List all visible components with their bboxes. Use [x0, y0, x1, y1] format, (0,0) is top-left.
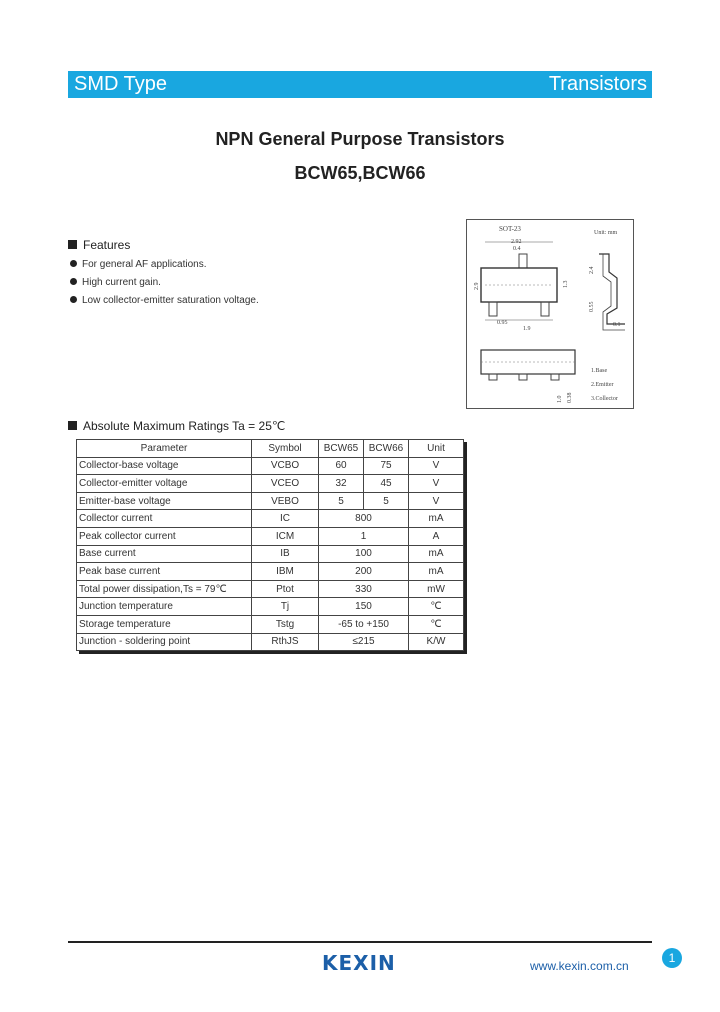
feature-text: High current gain. — [82, 277, 161, 288]
param-cell: Junction temperature — [77, 598, 252, 616]
param-cell: Total power dissipation,Ts = 79℃ — [77, 580, 252, 598]
value-cell: ≤215 — [319, 633, 409, 651]
table-row — [77, 563, 464, 581]
pin-2-label: 2.Emitter — [591, 382, 614, 388]
value-cell: 45 — [364, 475, 409, 493]
symbol-cell: IBM — [252, 563, 319, 581]
symbol-cell: ICM — [252, 527, 319, 545]
pin-1-label: 1.Base — [591, 368, 608, 374]
value-cell: 32 — [319, 475, 364, 493]
symbol-cell: IB — [252, 545, 319, 563]
unit-cell: mA — [409, 510, 464, 528]
symbol-cell: Tj — [252, 598, 319, 616]
sot23-drawing — [467, 220, 633, 408]
unit-cell: mA — [409, 545, 464, 563]
header-right-label: Transistors — [548, 73, 647, 95]
column-header: BCW65 — [319, 440, 364, 458]
table-row — [77, 580, 464, 598]
table-row — [77, 475, 464, 493]
symbol-cell: Tstg — [252, 615, 319, 633]
document-subtitle: BCW65,BCW66 — [294, 163, 426, 183]
param-cell: Base current — [77, 545, 252, 563]
feature-text: Low collector-emitter saturation voltage. — [82, 295, 259, 306]
features-heading — [68, 238, 130, 252]
column-header: Symbol — [252, 440, 319, 458]
param-cell: Collector current — [77, 510, 252, 528]
value-cell: 800 — [319, 510, 409, 528]
param-cell: Peak collector current — [77, 527, 252, 545]
dim-label: 0.38 — [567, 392, 573, 403]
table-row — [77, 510, 464, 528]
column-header: Parameter — [77, 440, 252, 458]
table-header-row — [77, 440, 464, 458]
package-unit: Unit: mm — [594, 230, 618, 236]
dim-label: 1.0 — [557, 395, 563, 403]
page-number-badge: 1 — [662, 948, 682, 968]
footer-divider — [68, 941, 652, 943]
dot-bullet-icon — [70, 296, 77, 303]
table-row — [77, 527, 464, 545]
column-header: BCW66 — [364, 440, 409, 458]
param-cell: Collector-base voltage — [77, 457, 252, 475]
square-bullet-icon — [68, 240, 77, 249]
table-row — [77, 633, 464, 651]
symbol-cell: RthJS — [252, 633, 319, 651]
document-title: NPN General Purpose Transistors — [215, 129, 505, 149]
value-cell: 75 — [364, 457, 409, 475]
ratings-heading — [68, 419, 285, 433]
unit-cell: mA — [409, 563, 464, 581]
value-cell: -65 to +150 — [319, 615, 409, 633]
absolute-maximum-ratings-table — [76, 439, 464, 651]
value-cell: 100 — [319, 545, 409, 563]
value-cell: 150 — [319, 598, 409, 616]
dim-label: 0.1 — [613, 322, 621, 328]
dim-label: 0.95 — [497, 320, 508, 326]
symbol-cell: Ptot — [252, 580, 319, 598]
unit-cell: ℃ — [409, 598, 464, 616]
dim-label: 2.92 — [511, 239, 522, 245]
header-banner — [68, 71, 652, 98]
footer-url[interactable]: www.kexin.com.cn — [530, 959, 629, 973]
column-header: Unit — [409, 440, 464, 458]
unit-cell: V — [409, 457, 464, 475]
feature-item — [70, 259, 207, 270]
dim-label: 2.9 — [474, 282, 480, 290]
dim-label: 0.4 — [513, 246, 521, 252]
dim-label: 1.3 — [563, 280, 569, 288]
value-cell: 5 — [364, 492, 409, 510]
dim-label: 2.4 — [589, 266, 595, 274]
unit-cell: V — [409, 475, 464, 493]
unit-cell: ℃ — [409, 615, 464, 633]
param-cell: Collector-emitter voltage — [77, 475, 252, 493]
dot-bullet-icon — [70, 260, 77, 267]
symbol-cell: IC — [252, 510, 319, 528]
dim-label: 1.9 — [523, 326, 531, 332]
feature-text: For general AF applications. — [82, 259, 207, 270]
features-heading-text: Features — [83, 238, 131, 252]
unit-cell: A — [409, 527, 464, 545]
table-row — [77, 598, 464, 616]
feature-item — [70, 295, 259, 306]
symbol-cell: VEBO — [252, 492, 319, 510]
value-cell: 330 — [319, 580, 409, 598]
dot-bullet-icon — [70, 278, 77, 285]
symbol-cell: VCEO — [252, 475, 319, 493]
package-outline-drawing — [466, 219, 634, 409]
symbol-cell: VCBO — [252, 457, 319, 475]
table-row — [77, 457, 464, 475]
param-cell: Peak base current — [77, 563, 252, 581]
table-row — [77, 615, 464, 633]
param-cell: Storage temperature — [77, 615, 252, 633]
square-bullet-icon — [68, 421, 77, 430]
unit-cell: mW — [409, 580, 464, 598]
kexin-logo: KEXIN — [322, 951, 396, 975]
value-cell: 200 — [319, 563, 409, 581]
table-row — [77, 492, 464, 510]
ratings-heading-text: Absolute Maximum Ratings Ta = 25℃ — [83, 419, 286, 433]
param-cell: Junction - soldering point — [77, 633, 252, 651]
value-cell: 1 — [319, 527, 409, 545]
table-row — [77, 545, 464, 563]
pin-3-label: 3.Collector — [591, 396, 618, 402]
dim-label: 0.55 — [589, 301, 595, 312]
unit-cell: V — [409, 492, 464, 510]
package-name: SOT-23 — [499, 225, 521, 233]
unit-cell: K/W — [409, 633, 464, 651]
value-cell: 60 — [319, 457, 364, 475]
value-cell: 5 — [319, 492, 364, 510]
feature-item — [70, 277, 161, 288]
header-left-label: SMD Type — [74, 73, 167, 95]
param-cell: Emitter-base voltage — [77, 492, 252, 510]
